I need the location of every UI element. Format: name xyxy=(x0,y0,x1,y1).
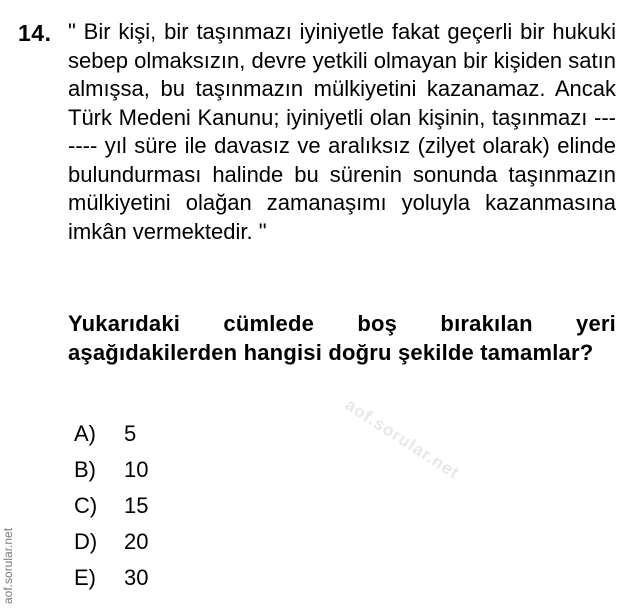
option-value: 10 xyxy=(124,457,149,482)
option-b[interactable] xyxy=(74,452,148,488)
option-value: 20 xyxy=(124,529,149,554)
option-d[interactable] xyxy=(74,524,148,560)
option-letter: D) xyxy=(74,529,98,554)
option-c[interactable] xyxy=(74,488,148,524)
question-stem: " Bir kişi, bir taşınmazı iyiniyetle fakat geçerli bir hukuki sebep olmaksızın, devre yetkili olmayan bir kişiden satın almışsa, bu taşınmazın mülkiyetini kazanamaz. Ancak Türk Medeni Kanunu; iyiniyetli olan kişinin, taşınmazı ------- yıl süre ile davasız ve aralıksız (zilyet olarak) elinde bulundurması halinde bu sürenin sonunda taşınmazın mülkiyetini olağan zamanaşımı yoluyla kazanmasına imkân vermektedir. " xyxy=(68,19,616,244)
option-value: 5 xyxy=(124,421,137,446)
option-e[interactable] xyxy=(74,560,148,596)
option-letter: E) xyxy=(74,565,96,590)
option-value: 15 xyxy=(124,493,149,518)
answer-options xyxy=(74,416,148,596)
option-letter: C) xyxy=(74,493,98,518)
question-number: 14. xyxy=(18,20,52,46)
option-letter: B) xyxy=(74,457,96,482)
option-a[interactable] xyxy=(74,416,148,452)
question-prompt: Yukarıdaki cümlede boş bırakılan yeri aşağıdakilerden hangisi doğru şekilde tamamlar? xyxy=(68,311,616,365)
watermark-diagonal: aof.sorular.net xyxy=(341,395,463,483)
option-value: 30 xyxy=(124,565,149,590)
option-letter: A) xyxy=(74,421,96,446)
watermark-side: aof.sorular.net xyxy=(1,527,15,604)
